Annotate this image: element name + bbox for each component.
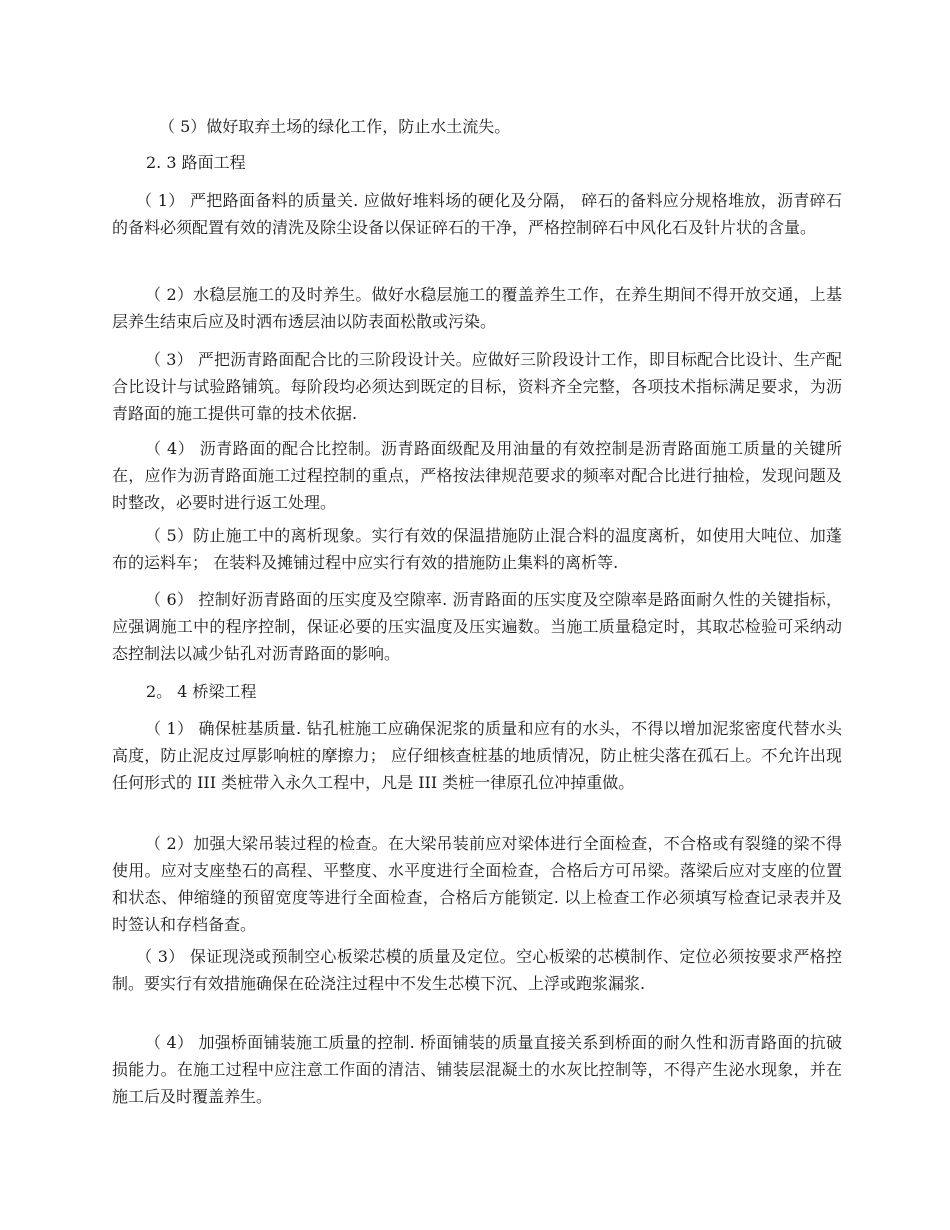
paragraph-deck-paving: （ 4） 加强桥面铺装施工质量的控制. 桥面铺装的质量直接关系到桥面的耐久性和沥青路面的抗破损能力。在施工过程中应注意工作面的清洁、铺装层混凝土的水灰比控制等，不得产生泌水现象，并在施工后及时覆盖养生。 [112, 1033, 842, 1106]
paragraph-mix-control: （ 4） 沥青路面的配合比控制。沥青路面级配及用油量的有效控制是沥青路面施工质量的关键所在，应作为沥青路面施工过程控制的重点，严格按法律规范要求的频率对配合比进行抽检，发现问题及时整改，必要时进行返工处理。 [112, 439, 842, 512]
paragraph-hollow-slab-core: （ 3） 保证现浇或预制空心板梁芯模的质量及定位。空心板梁的芯模制作、定位必须按要求严格控制。要实行有效措施确保在砼浇注过程中不发生芯模下沉、上浮或跑浆漏浆. [112, 947, 842, 993]
paragraph-girder-hoisting: （ 2）加强大梁吊装过程的检查。在大梁吊装前应对梁体进行全面检查，不合格或有裂缝的梁不得使用。应对支座垫石的高程、平整度、水平度进行全面检查，合格后方可吊梁。落梁后应对支座的位置和状态、伸缩缝的预留宽度等进行全面检查，合格后方能锁定. 以上检查工作必须填写检查记录表并及时签认和存档备查。 [112, 834, 842, 934]
paragraph-compaction: （ 6） 控制好沥青路面的压实度及空隙率. 沥青路面的压实度及空隙率是路面耐久性的关键指标，应强调施工中的程序控制，保证必要的压实温度及压实遍数。当施工质量稳定时，其取芯检验可采纳动态控制法以减少钻孔对沥青路面的影响。 [112, 590, 842, 663]
section-heading-pavement: 2. 3 路面工程 [146, 153, 246, 172]
paragraph-pile-foundation: （ 1） 确保桩基质量. 钻孔桩施工应确保泥浆的质量和应有的水头，不得以增加泥浆密度代替水头高度，防止泥皮过厚影响桩的摩擦力； 应仔细核查桩基的地质情况，防止桩尖落在孤石上。不允许出现任何形式的 III 类桩带入永久工程中，凡是 III 类桩一律原孔位冲掉重做。 [112, 719, 842, 792]
paragraph-spoil-site-greening: （ 5）做好取弃土场的绿化工作，防止水土流失。 [159, 117, 511, 136]
paragraph-pavement-materials: （ 1） 严把路面备料的质量关. 应做好堆料场的硬化及分隔， 碎石的备料应分规格堆放，沥青碎石的备料必须配置有效的清洗及除尘设备以保证碎石的干净，严格控制碎石中风化石及针片状的含量。 [112, 191, 842, 237]
paragraph-water-stable-curing: （ 2）水稳层施工的及时养生。做好水稳层施工的覆盖养生工作，在养生期间不得开放交通，上基层养生结束后应及时洒布透层油以防表面松散或污染。 [112, 285, 842, 331]
paragraph-mix-design: （ 3） 严把沥青路面配合比的三阶段设计关。应做好三阶段设计工作，即目标配合比设计、生产配合比设计与试验路铺筑。每阶段均必须达到既定的目标，资料齐全完整，各项技术指标满足要求，为沥青路面的施工提供可靠的技术依据. [112, 350, 842, 423]
paragraph-segregation: （ 5）防止施工中的离析现象。实行有效的保温措施防止混合料的温度离析，如使用大吨位、加蓬布的运料车； 在装料及摊铺过程中应实行有效的措施防止集料的离析等. [112, 526, 842, 572]
section-heading-bridge: 2。 4 桥梁工程 [146, 682, 257, 701]
